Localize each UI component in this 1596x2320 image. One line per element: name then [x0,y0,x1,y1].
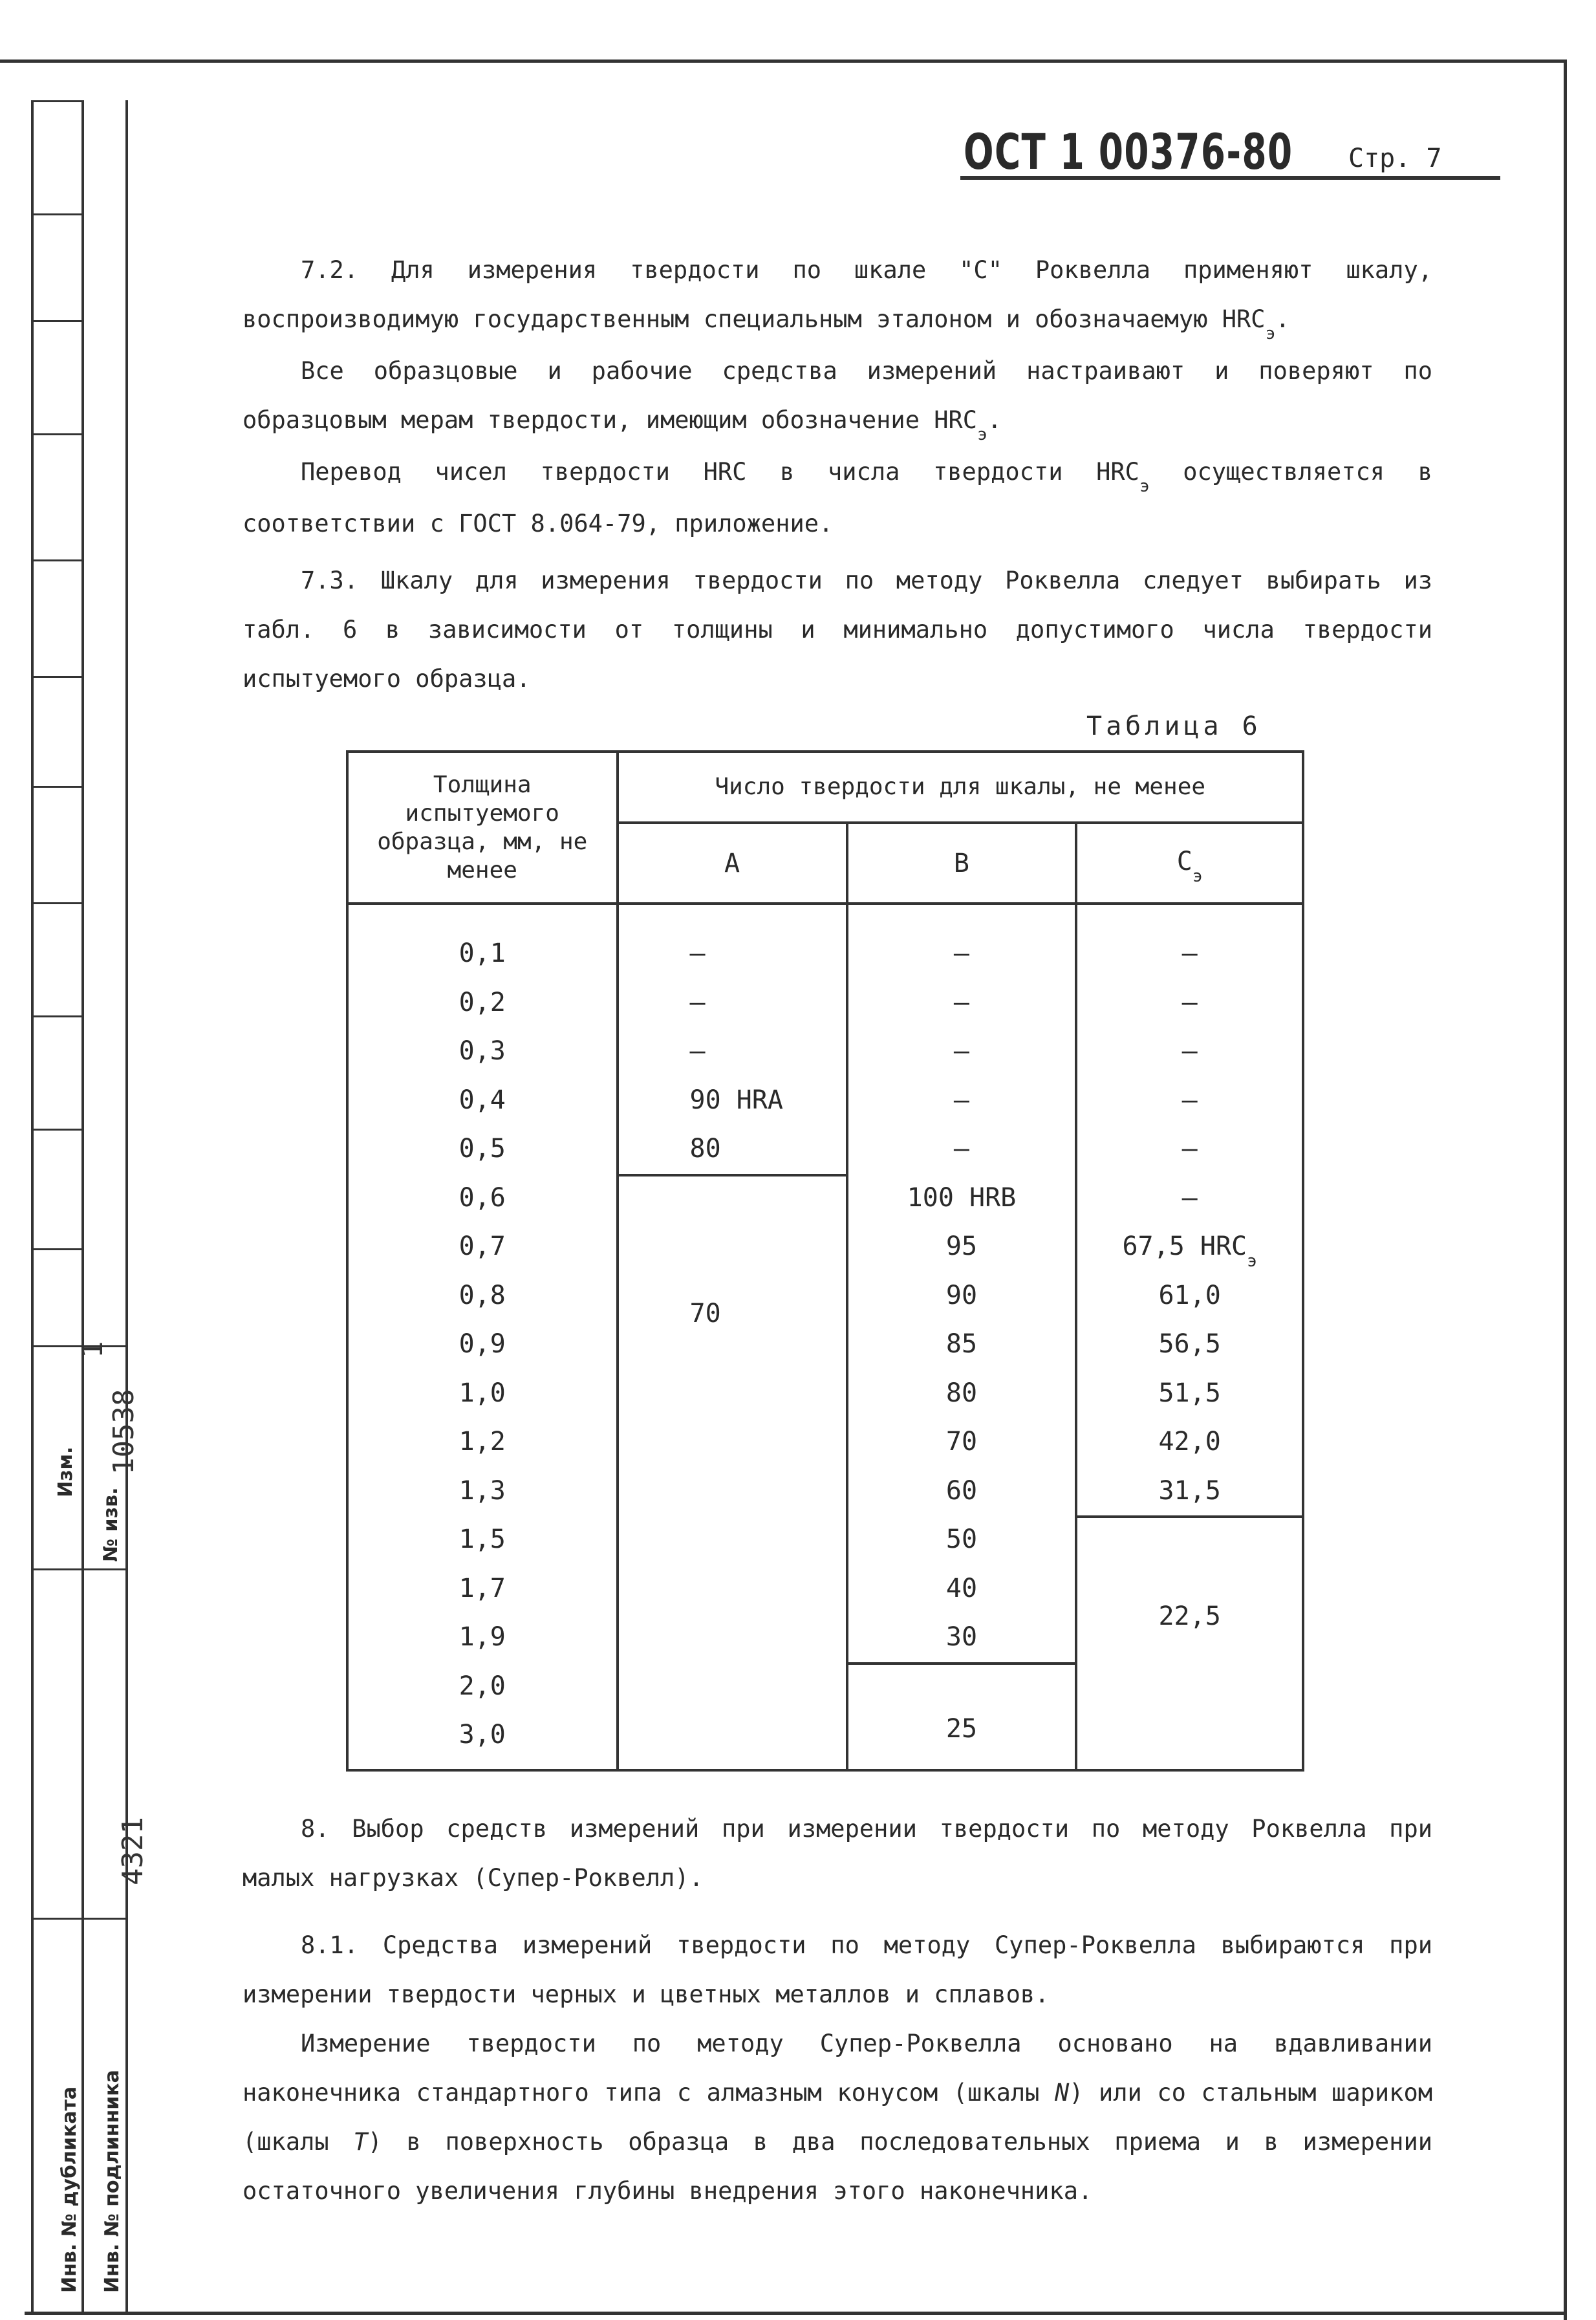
frame-top-line [0,60,1565,63]
table-cell-value: – [1181,938,1198,968]
scale-t: T [353,2128,368,2156]
table-cell-value: 1,3 [458,1475,506,1506]
table-cell-value: 0,7 [458,1231,506,1261]
table-cell-value: – [953,938,969,968]
document-code: ОСТ 1 00376-80 [964,123,1293,180]
strip-rule [31,433,83,435]
c-values-top [1077,905,1302,1518]
strip-rule [31,559,83,561]
inv-podlinnika-label: Инв. № подлинника [101,2070,124,2293]
table-cell-value: 3,0 [458,1720,506,1750]
thickness-values [349,929,616,1760]
para-text: . [987,406,1002,434]
table-cell-value: 95 [945,1231,978,1261]
para-text: ) в поверхность образца в два последовательных приема и в измерении остаточного увеличения глубины внедрения этого наконечника. [243,2128,1432,2205]
frame-bottom-line [25,2312,1566,2315]
table-cell-value: – [689,1036,706,1066]
table-body-row [347,904,1303,1770]
table-cell-value: 61,0 [1158,1280,1221,1310]
scale-n: N [1054,2079,1070,2107]
paragraph: 8.1. Средства измерений твердости по методу Супер-Роквелла выбираются при измерении твердости черных и цветных металлов и сплавов. [243,1931,1432,2008]
header-thickness: Толщина испытуемого образца, мм, не менее [347,752,618,904]
table-cell-value: 0,5 [458,1134,506,1164]
strip-rule [31,1015,83,1017]
strip-rule [31,213,83,215]
table-cell-value: 70 [945,1427,978,1457]
para-text: осуществляется в соответствии с ГОСТ 8.064-79, приложение. [243,458,1432,537]
section-7-3 [243,556,1432,704]
table-cell-value: 2,0 [458,1671,506,1701]
table-cell-value: 1,7 [458,1573,506,1603]
table-cell-value: 0,6 [458,1182,506,1213]
header-group: Число твердости для шкалы, не менее [618,752,1303,823]
registration-strip [31,100,149,2312]
b-value-rest: 25 [945,1713,978,1744]
header-col-a: А [618,823,847,904]
table-cell-value: 1,9 [458,1622,506,1652]
subscript: э [1139,477,1150,496]
table-cell-value: 67,5 $HRC_э$ [1122,1231,1257,1271]
table-cell-value: 0,2 [458,987,506,1017]
col-b [847,904,1077,1770]
table-cell-value: 1,2 [458,1427,506,1457]
section-8 [243,1805,1432,1903]
table-cell-value: 51,5 [1158,1378,1221,1408]
paragraph [243,246,1432,347]
podlinnik-value: 4321 [116,1817,149,1885]
table-cell-value: – [953,1036,969,1066]
strip-line-middle [81,100,84,2312]
col-c-letter: С [1176,847,1192,876]
c-value-rest: 22,5 [1158,1601,1221,1631]
table-cell-value: 50 [945,1524,978,1554]
table-cell-value: 56,5 [1158,1329,1221,1359]
a-values-top [619,905,846,1176]
izv-label: № изв. [100,1487,122,1562]
page-number: Стр. 7 [1348,144,1442,173]
subscript: э [977,425,987,444]
table-cell-value: – [1181,1036,1198,1066]
table-cell-value: 0,8 [458,1280,506,1310]
section-8-1 [243,1921,1432,2216]
paragraph [243,448,1432,548]
izm-label: Изм. [54,1446,77,1497]
table-cell-value: 0,1 [458,938,506,968]
subscript: э [1192,867,1203,886]
table-cell-value: 60 [945,1475,978,1506]
strip-rule [31,786,83,788]
col-c [1076,904,1303,1770]
col-thickness [347,904,618,1770]
table-cell-value: 80 [945,1378,978,1408]
table-cell-value: 80 [689,1134,721,1164]
strip-rule [31,902,83,904]
strip-line-inner [125,100,128,2312]
paragraph [243,347,1432,448]
table-cell-value: 0,3 [458,1036,506,1066]
b-values-top [848,905,1075,1665]
table-cell-value: 0,4 [458,1085,506,1115]
table-cell-value: 90 HRA [689,1085,784,1115]
table-cell-value: 31,5 [1158,1475,1221,1506]
table-cell-value: – [953,987,969,1017]
para-text: . [1275,305,1290,333]
para-text: Все образцовые и рабочие средства измерений настраивают и поверяют по образцовым мерам твердости, имеющим обозначение HRC [243,357,1432,434]
a-value-rest: 70 [689,1298,721,1328]
table-6 [346,750,1304,1772]
para-text: Измерение твердости по методу Супер-Роквелла основано на вдавливании наконечника стандартного типа с алмазным конусом (шкалы [243,2030,1432,2107]
subscript: э [1265,324,1276,343]
table-cell-value: 30 [945,1622,978,1652]
para-text: 7.2. Для измерения твердости по шкале "С" Роквелла применяют шкалу, воспроизводимую государственным специальным эталоном и обозначаемую HRC [243,256,1432,333]
izv-value: 10538 [107,1389,140,1475]
table-cell-value: – [1181,1085,1198,1115]
table-cell-value: 85 [945,1329,978,1359]
strip-rule [31,1918,128,1920]
table-cell-value: – [689,987,706,1017]
table-cell-value: 40 [945,1573,978,1603]
table-cell-value: – [953,1085,969,1115]
header-col-b: В [847,823,1077,904]
table-cell-value: – [953,1134,969,1164]
table-cell-value: – [689,938,706,968]
frame-right-line [1564,60,1567,2320]
strip-rule [31,100,83,102]
strip-line-outer [31,100,34,2312]
para-text: Перевод чисел твердости HRC в числа твердости HRC [301,458,1139,486]
table-caption: Таблица 6 [1086,711,1262,741]
paragraph: 8. Выбор средств измерений при измерении твердости по методу Роквелла при малых нагрузках (Супер-Роквелл). [243,1815,1432,1892]
header-col-c [1076,823,1303,904]
table-cell-value: 1,0 [458,1378,506,1408]
table-cell-value: 42,0 [1158,1427,1221,1457]
subscript: э [1247,1252,1257,1271]
table-cell-value: – [1181,1134,1198,1164]
para-text: ) или со стальным шариком (шкалы [243,2079,1432,2156]
inv-dublikata-label: Инв. № дубликата [58,2086,81,2293]
strip-rule [31,320,83,322]
paragraph: 7.3. Шкалу для измерения твердости по методу Роквелла следует выбирать из табл. 6 в зависимости от толщины и минимально допустимого числа твердости испытуемого образца. [243,567,1432,693]
table-cell-value: 90 [945,1280,978,1310]
table-cell-value: 0,9 [458,1329,506,1359]
table-cell-value: 100 HRB [907,1182,1017,1213]
strip-rule [31,1248,83,1250]
header-underline [960,176,1500,180]
section-7-2 [243,246,1432,548]
strip-rule [31,1129,83,1131]
col-a [618,904,847,1770]
table-cell-value: – [1181,1182,1198,1213]
paragraph [243,2019,1432,2216]
table-cell-value: 1,5 [458,1524,506,1554]
table-cell-value: – [1181,987,1198,1017]
izm-value: 1 [76,1341,109,1358]
strip-rule [31,676,83,678]
strip-rule [31,1568,128,1570]
